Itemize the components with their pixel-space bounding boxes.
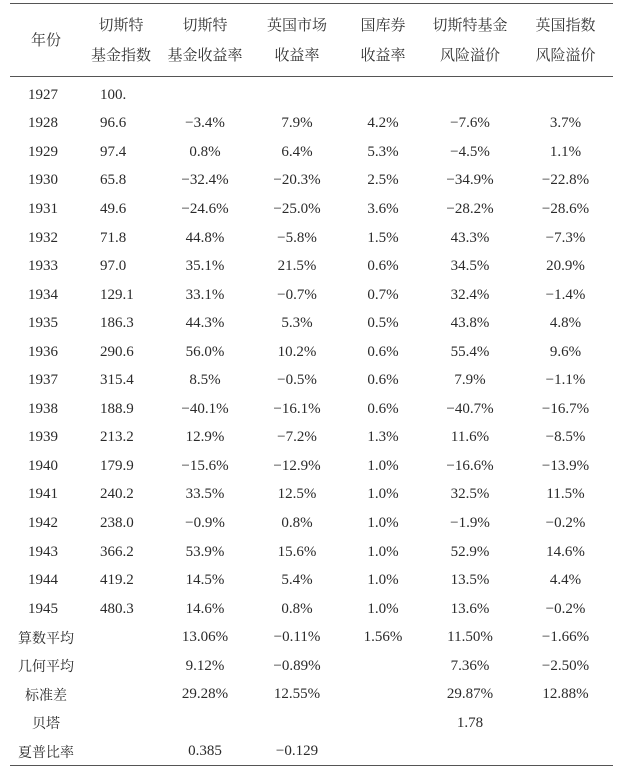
fund-return-cell: 56.0%: [185, 343, 225, 360]
header-line: 收益率: [274, 46, 320, 64]
uk-index-risk-premium-cell: −1.4%: [545, 286, 586, 303]
tbill-return-cell: 1.0%: [367, 543, 399, 560]
fund-return-cell: 12.9%: [185, 429, 225, 446]
header-fund-index: [82, 4, 160, 76]
summary-row: [10, 709, 613, 738]
uk-market-return-cell: 0.8%: [281, 514, 313, 531]
uk-market-return-cell: −16.1%: [273, 400, 321, 417]
fund-risk-premium-cell: −34.9%: [446, 172, 494, 189]
uk-market-return-cell: −0.89%: [273, 657, 321, 674]
table-row: [10, 566, 613, 595]
bottom-rule: [10, 765, 613, 766]
fund-risk-premium-cell: 29.87%: [446, 686, 494, 703]
fund-return-cell: −24.6%: [181, 200, 229, 217]
uk-index-risk-premium-cell: −0.2%: [545, 600, 586, 617]
fund-risk-premium-cell: −40.7%: [446, 400, 494, 417]
fund-return-cell: 29.28%: [181, 686, 229, 703]
fund-index-cell: 315.4: [100, 372, 134, 389]
year-cell: 1931: [28, 200, 58, 217]
fund-return-cell: 33.1%: [185, 286, 225, 303]
table-row: [10, 481, 613, 510]
tbill-return-cell: 0.6%: [367, 343, 399, 360]
fund-return-cell: 14.5%: [185, 572, 225, 589]
fund-index-cell: 213.2: [100, 429, 134, 446]
fund-index-cell: 65.8: [100, 172, 127, 189]
header-line: 基金指数: [90, 46, 151, 64]
uk-index-risk-premium-cell: −22.8%: [541, 172, 590, 189]
fund-index-cell: 100.: [100, 86, 127, 103]
table-row: [10, 395, 613, 424]
year-cell: 1934: [28, 286, 58, 303]
header-year: [10, 4, 82, 76]
fund-index-cell: 186.3: [100, 315, 134, 332]
tbill-return-cell: 1.56%: [363, 629, 403, 646]
table-row: [10, 110, 613, 139]
fund-return-cell: −15.6%: [181, 457, 229, 474]
uk-index-risk-premium-cell: −8.5%: [545, 429, 586, 446]
uk-market-return-cell: −0.129: [275, 743, 319, 760]
fund-index-cell: 71.8: [100, 229, 127, 246]
table-row: [10, 224, 613, 253]
tbill-return-cell: 4.2%: [367, 115, 399, 132]
fund-index-cell: 188.9: [100, 400, 134, 417]
fund-index-cell: 290.6: [100, 343, 134, 360]
uk-market-return-cell: −12.9%: [273, 457, 321, 474]
uk-market-return-cell: 6.4%: [281, 143, 313, 160]
table-body: [10, 81, 613, 766]
table-row: [10, 167, 613, 196]
uk-index-risk-premium-cell: 20.9%: [546, 258, 585, 275]
fund-risk-premium-cell: −1.9%: [450, 514, 490, 531]
uk-index-risk-premium-cell: 4.4%: [549, 572, 582, 589]
uk-market-return-cell: 12.55%: [273, 686, 321, 703]
summary-label: 算数平均: [18, 630, 74, 647]
fund-risk-premium-cell: 7.36%: [450, 657, 490, 674]
table-row: [10, 81, 613, 110]
header-line: 切斯特基金: [432, 16, 508, 34]
fund-index-cell: 49.6: [100, 200, 127, 217]
tbill-return-cell: 1.5%: [367, 229, 399, 246]
fund-index-cell: 129.1: [100, 286, 134, 303]
header-uk-market-return: [250, 4, 344, 76]
table-row: [10, 252, 613, 281]
header-fund-return: [160, 4, 250, 76]
uk-market-return-cell: 12.5%: [277, 486, 317, 503]
summary-label: 贝塔: [32, 716, 60, 733]
fund-index-cell: 96.6: [100, 115, 127, 132]
table-row: [10, 452, 613, 481]
fund-return-cell: 8.5%: [189, 372, 221, 389]
header-line: 切斯特: [98, 16, 144, 34]
summary-label: 夏普比率: [18, 744, 74, 761]
fund-risk-premium-cell: −4.5%: [450, 143, 490, 160]
uk-index-risk-premium-cell: 12.88%: [542, 686, 589, 703]
year-cell: 1940: [28, 457, 58, 474]
table-row: [10, 338, 613, 367]
table-row: [10, 538, 613, 567]
year-cell: 1942: [28, 514, 58, 531]
summary-label: 标准差: [25, 687, 67, 704]
year-cell: 1933: [28, 258, 58, 275]
fund-risk-premium-cell: −7.6%: [450, 115, 490, 132]
uk-index-risk-premium-cell: −1.66%: [541, 629, 590, 646]
tbill-return-cell: 0.5%: [367, 315, 399, 332]
year-cell: 1943: [28, 543, 58, 560]
uk-index-risk-premium-cell: 3.7%: [549, 115, 582, 132]
fund-return-cell: −0.9%: [185, 514, 225, 531]
uk-market-return-cell: −7.2%: [277, 429, 317, 446]
uk-market-return-cell: 21.5%: [277, 258, 317, 275]
header-line: 风险溢价: [439, 46, 500, 64]
table-row: [10, 195, 613, 224]
summary-row: [10, 652, 613, 681]
uk-market-return-cell: 5.4%: [281, 572, 313, 589]
uk-index-risk-premium-cell: −16.7%: [541, 400, 590, 417]
summary-row: [10, 623, 613, 652]
uk-index-risk-premium-cell: 9.6%: [549, 343, 582, 360]
year-cell: 1928: [28, 115, 58, 132]
summary-row: [10, 738, 613, 767]
tbill-return-cell: 1.0%: [367, 457, 399, 474]
table-row: [10, 281, 613, 310]
tbill-return-cell: 1.0%: [367, 514, 399, 531]
fund-index-cell: 97.4: [100, 143, 127, 160]
table-row: [10, 509, 613, 538]
year-cell: 1945: [28, 600, 58, 617]
uk-market-return-cell: 7.9%: [281, 115, 313, 132]
fund-return-cell: 13.06%: [181, 629, 229, 646]
year-cell: 1936: [28, 343, 58, 360]
table-row: [10, 366, 613, 395]
fund-return-cell: 44.3%: [185, 315, 225, 332]
header-line: 国库券: [360, 16, 406, 34]
header-uk-index-risk-premium: [518, 4, 613, 76]
fund-return-cell: 33.5%: [185, 486, 225, 503]
header-rule: [10, 76, 613, 77]
fund-risk-premium-cell: 13.5%: [450, 572, 490, 589]
table-row: [10, 595, 613, 624]
tbill-return-cell: 5.3%: [367, 143, 399, 160]
tbill-return-cell: 1.0%: [367, 572, 399, 589]
summary-label: 几何平均: [18, 659, 74, 676]
year-cell: 1935: [28, 315, 58, 332]
uk-market-return-cell: −0.7%: [277, 286, 317, 303]
fund-risk-premium-cell: 11.50%: [447, 629, 493, 646]
fund-index-cell: 179.9: [100, 457, 134, 474]
year-cell: 1932: [28, 229, 58, 246]
uk-market-return-cell: 15.6%: [277, 543, 317, 560]
tbill-return-cell: 1.0%: [367, 600, 399, 617]
fund-risk-premium-cell: 32.4%: [450, 286, 490, 303]
uk-index-risk-premium-cell: −0.2%: [545, 514, 586, 531]
fund-return-cell: 53.9%: [185, 543, 225, 560]
fund-risk-premium-cell: 7.9%: [454, 372, 486, 389]
uk-market-return-cell: −0.5%: [277, 372, 317, 389]
table-row: [10, 309, 613, 338]
year-cell: 1937: [28, 372, 58, 389]
fund-risk-premium-cell: 1.78: [456, 714, 484, 731]
tbill-return-cell: 0.6%: [367, 400, 399, 417]
tbill-return-cell: 0.6%: [367, 372, 399, 389]
fund-risk-premium-cell: 43.8%: [450, 315, 490, 332]
uk-market-return-cell: 5.3%: [281, 315, 313, 332]
fund-index-cell: 238.0: [100, 514, 134, 531]
fund-return-cell: −40.1%: [181, 400, 229, 417]
tbill-return-cell: 0.6%: [367, 258, 399, 275]
tbill-return-cell: 3.6%: [367, 200, 399, 217]
header-line: 英国指数: [535, 16, 596, 34]
fund-risk-premium-cell: 55.4%: [450, 343, 490, 360]
uk-market-return-cell: −5.8%: [277, 229, 317, 246]
fund-index-cell: 419.2: [100, 572, 134, 589]
uk-index-risk-premium-cell: 4.8%: [549, 315, 582, 332]
tbill-return-cell: 1.3%: [367, 429, 399, 446]
uk-index-risk-premium-cell: −2.50%: [541, 657, 590, 674]
table-header: [10, 4, 613, 76]
fund-return-cell: 44.8%: [185, 229, 225, 246]
header-line: 年份: [30, 31, 61, 49]
year-cell: 1929: [28, 143, 58, 160]
fund-return-cell: 14.6%: [185, 600, 225, 617]
uk-market-return-cell: 10.2%: [277, 343, 317, 360]
uk-index-risk-premium-cell: 1.1%: [549, 143, 582, 160]
fund-return-cell: 9.12%: [185, 657, 225, 674]
fund-risk-premium-cell: −28.2%: [446, 200, 494, 217]
header-line: 英国市场: [266, 16, 327, 34]
uk-index-risk-premium-cell: −7.3%: [545, 229, 586, 246]
header-fund-risk-premium: [422, 4, 518, 76]
fund-return-cell: 35.1%: [185, 258, 225, 275]
header-line: 风险溢价: [535, 46, 596, 64]
fund-risk-premium-cell: 13.6%: [450, 600, 490, 617]
fund-risk-premium-cell: 34.5%: [450, 258, 490, 275]
header-line: 切斯特: [182, 16, 228, 34]
year-cell: 1944: [28, 572, 58, 589]
fund-risk-premium-cell: 43.3%: [450, 229, 490, 246]
fund-return-cell: 0.385: [188, 743, 222, 760]
tbill-return-cell: 2.5%: [367, 172, 399, 189]
uk-index-risk-premium-cell: 14.6%: [546, 543, 585, 560]
header-line: 基金收益率: [167, 46, 243, 64]
fund-index-cell: 480.3: [100, 600, 134, 617]
fund-return-cell: −3.4%: [185, 115, 225, 132]
fund-risk-premium-cell: 11.6%: [450, 429, 490, 446]
fund-index-cell: 366.2: [100, 543, 134, 560]
header-tbill-return: [344, 4, 422, 76]
year-cell: 1941: [28, 486, 58, 503]
year-cell: 1938: [28, 400, 58, 417]
uk-index-risk-premium-cell: −28.6%: [541, 200, 590, 217]
uk-market-return-cell: −0.11%: [273, 629, 321, 646]
fund-return-cell: −32.4%: [181, 172, 229, 189]
year-cell: 1927: [28, 86, 58, 103]
fund-risk-premium-cell: 52.9%: [450, 543, 490, 560]
fund-return-cell: 0.8%: [189, 143, 221, 160]
summary-row: [10, 680, 613, 709]
table-row: [10, 424, 613, 453]
year-cell: 1939: [28, 429, 58, 446]
uk-market-return-cell: 0.8%: [281, 600, 313, 617]
tbill-return-cell: 1.0%: [367, 486, 399, 503]
uk-index-risk-premium-cell: 11.5%: [546, 486, 585, 503]
uk-index-risk-premium-cell: −13.9%: [541, 457, 590, 474]
tbill-return-cell: 0.7%: [367, 286, 399, 303]
header-line: 收益率: [360, 46, 406, 64]
uk-market-return-cell: −25.0%: [273, 200, 321, 217]
fund-index-cell: 97.0: [100, 258, 127, 275]
uk-market-return-cell: −20.3%: [273, 172, 321, 189]
fund-risk-premium-cell: −16.6%: [446, 457, 494, 474]
uk-index-risk-premium-cell: −1.1%: [545, 372, 586, 389]
fund-index-cell: 240.2: [100, 486, 134, 503]
fund-risk-premium-cell: 32.5%: [450, 486, 490, 503]
table-row: [10, 138, 613, 167]
year-cell: 1930: [28, 172, 58, 189]
